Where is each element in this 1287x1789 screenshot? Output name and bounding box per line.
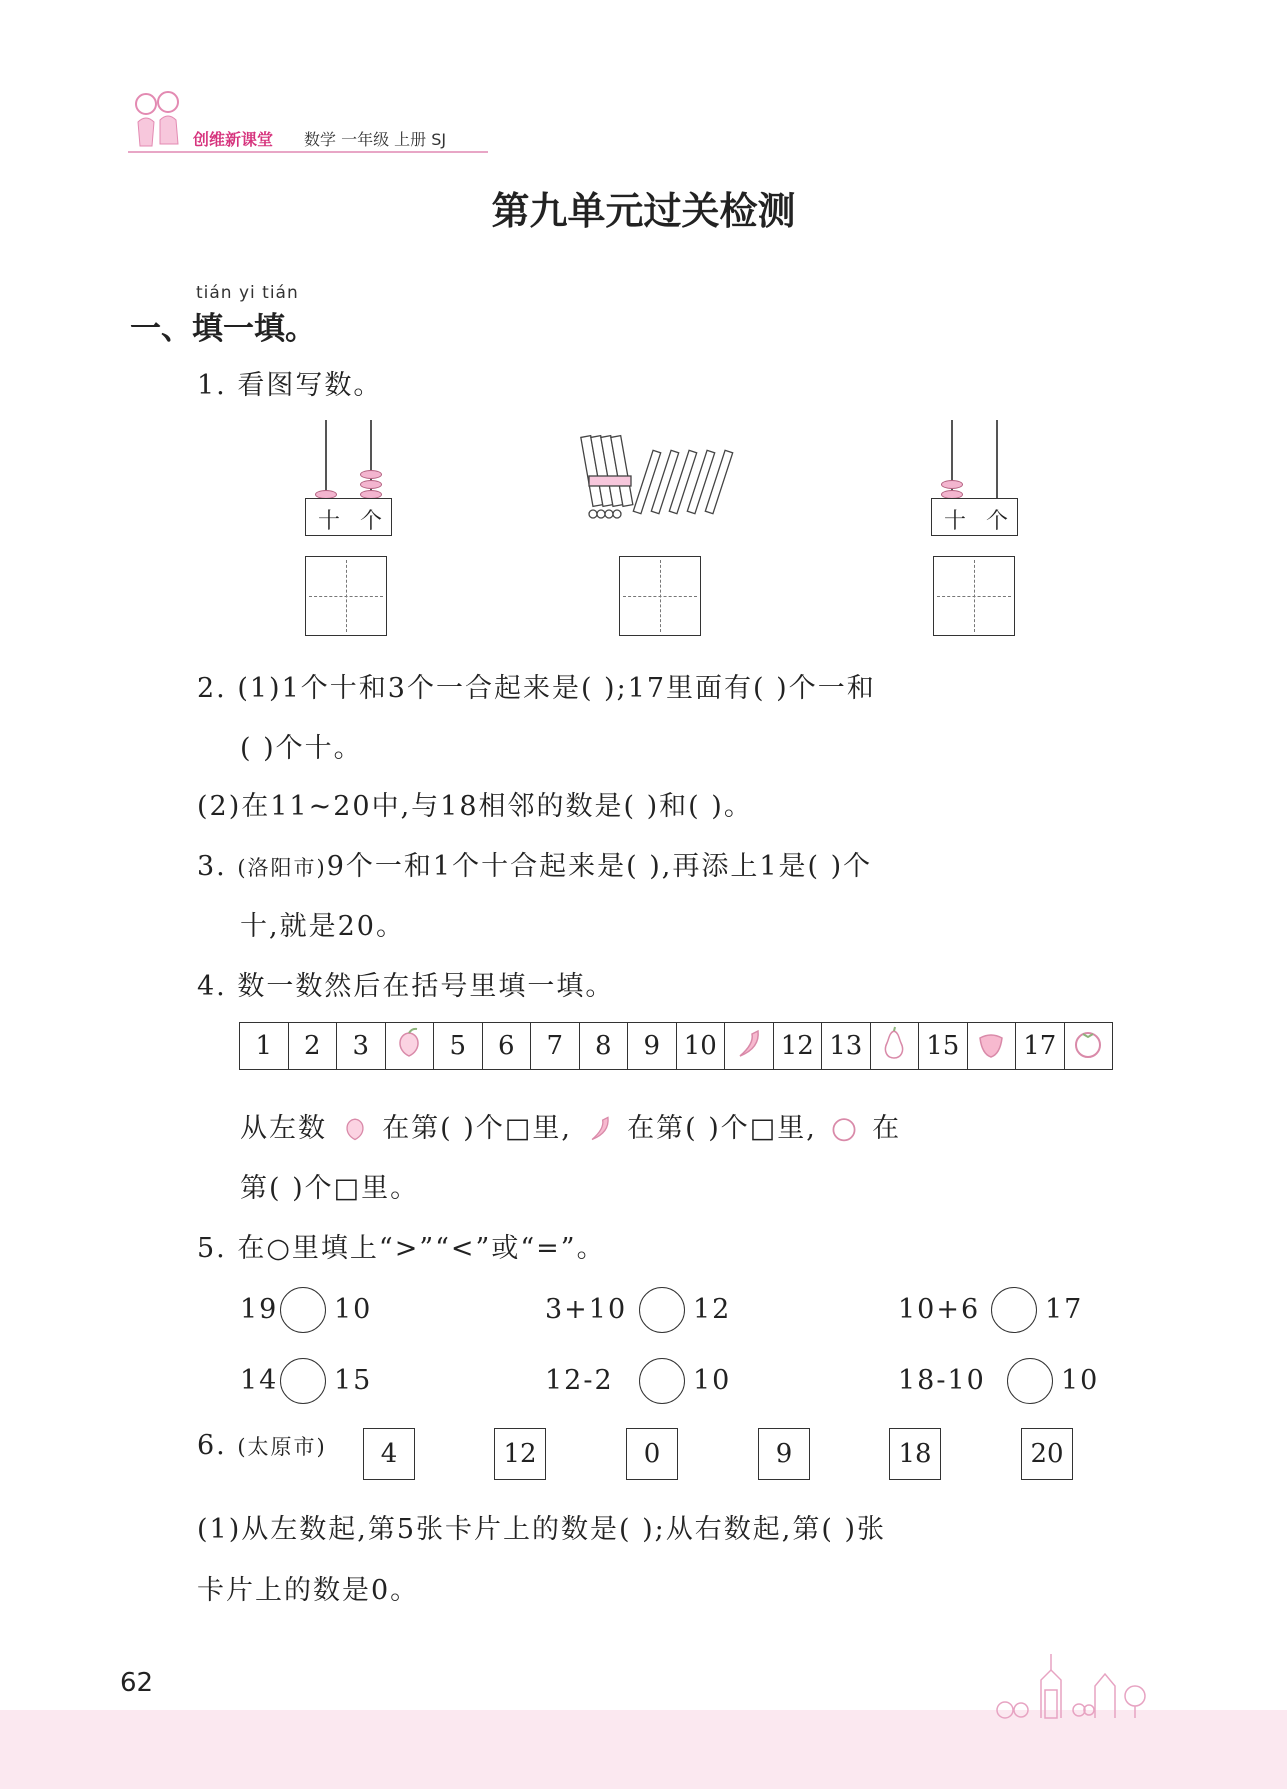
tomato-icon	[827, 1113, 861, 1143]
number-card: 12	[494, 1428, 546, 1480]
q5-right-2: 12	[693, 1294, 732, 1325]
ones-label: 个	[986, 509, 1009, 534]
peach-icon	[392, 1026, 426, 1060]
q4-at: 在	[872, 1113, 902, 1144]
q6-line1: (1)从左数起,第5张卡片上的数是( );从右数起,第( )张	[197, 1514, 886, 1545]
abacus-tens-rod	[325, 420, 327, 499]
castle-decoration-icon	[985, 1650, 1185, 1720]
compare-circle[interactable]	[280, 1358, 326, 1404]
seq-cell: 13	[822, 1023, 871, 1070]
answer-grid-2[interactable]	[619, 556, 701, 636]
section-heading: 一、填一填。	[130, 311, 316, 347]
seq-cell: 8	[579, 1023, 628, 1070]
q4-text: 4. 数一数然后在括号里填一填。	[197, 971, 615, 1002]
abacus-ones-rod	[996, 420, 998, 499]
answer-grid-3[interactable]	[933, 556, 1015, 636]
q5-right-4: 15	[334, 1365, 373, 1396]
seq-cell: 9	[628, 1023, 677, 1070]
seq-cell-pear	[870, 1023, 919, 1070]
kids-logo-icon	[126, 86, 188, 154]
q6-city: (太原市)	[237, 1435, 327, 1459]
q5-left-1: 19	[240, 1294, 279, 1325]
seq-cell-tomato	[1064, 1023, 1113, 1070]
q3-line2: 十,就是20。	[240, 911, 405, 942]
q5-left-2: 3+10	[545, 1294, 628, 1325]
section-pinyin: tián yi tián	[196, 283, 299, 303]
seq-cell: 3	[337, 1023, 386, 1070]
q4-blank-pepper: 在第( )个□里,	[627, 1113, 817, 1144]
abacus-place-labels	[931, 498, 1018, 536]
chili-pepper-icon	[732, 1026, 766, 1060]
tens-label: 十	[318, 509, 341, 534]
q2-line3: (2)在11~20中,与18相邻的数是( )和( )。	[197, 791, 753, 822]
seq-cell: 10	[676, 1023, 725, 1070]
seq-cell: 7	[531, 1023, 580, 1070]
q4-line1	[240, 1106, 901, 1145]
compare-circle[interactable]	[991, 1287, 1037, 1333]
header-divider	[128, 151, 488, 153]
peach-icon	[338, 1113, 372, 1143]
seq-cell: 17	[1016, 1023, 1065, 1070]
number-card: 18	[889, 1428, 941, 1480]
seq-cell: 1	[240, 1023, 289, 1070]
q2-line2: ( )个十。	[240, 733, 363, 764]
pear-icon	[879, 1025, 909, 1061]
q6-label	[197, 1430, 327, 1461]
book-info: 数学 一年级 上册 SJ	[304, 130, 447, 149]
compare-circle[interactable]	[280, 1287, 326, 1333]
seq-cell: 12	[773, 1023, 822, 1070]
q5-left-6: 18-10	[898, 1365, 986, 1396]
compare-circle[interactable]	[1007, 1358, 1053, 1404]
q5-left-3: 10+6	[898, 1294, 981, 1325]
q3-text: 9个一和1个十合起来是( ),再添上1是( )个	[326, 851, 873, 882]
brand-name: 创维新课堂	[193, 130, 274, 149]
q5-left-4: 14	[240, 1365, 279, 1396]
chili-pepper-icon	[583, 1113, 617, 1143]
number-card: 0	[626, 1428, 678, 1480]
abacus-place-labels	[305, 498, 392, 536]
q5-right-3: 17	[1045, 1294, 1084, 1325]
abacus-bead	[941, 480, 963, 489]
q5-right-6: 10	[1061, 1365, 1100, 1396]
number-card: 4	[363, 1428, 415, 1480]
seq-cell-peach	[385, 1023, 434, 1070]
strawberry-icon	[974, 1026, 1008, 1060]
seq-cell: 15	[919, 1023, 968, 1070]
seq-cell-pepper	[725, 1023, 774, 1070]
ones-label: 个	[360, 509, 383, 534]
abacus-bead	[360, 480, 382, 489]
number-card: 9	[758, 1428, 810, 1480]
q4-from-left: 从左数	[240, 1113, 327, 1144]
answer-grid-1[interactable]	[305, 556, 387, 636]
q4-line2: 第( )个□里。	[240, 1173, 420, 1204]
q6-number: 6.	[197, 1430, 238, 1461]
seq-cell: 6	[482, 1023, 531, 1070]
abacus-bead	[360, 470, 382, 479]
seq-cell: 2	[288, 1023, 337, 1070]
q1-text: 1. 看图写数。	[197, 370, 383, 401]
q5-right-5: 10	[693, 1365, 732, 1396]
page-number: 62	[120, 1668, 154, 1698]
q2-line1: 2. (1)1个十和3个一合起来是( );17里面有( )个一和	[197, 673, 876, 704]
tomato-icon	[1071, 1026, 1105, 1060]
q5-right-1: 10	[334, 1294, 373, 1325]
compare-circle[interactable]	[639, 1358, 685, 1404]
q3-number: 3.	[197, 851, 238, 882]
q4-blank-peach: 在第( )个□里,	[382, 1113, 572, 1144]
compare-circle[interactable]	[639, 1287, 685, 1333]
q5-text: 5. 在○里填上“>”“<”或“=”。	[197, 1233, 606, 1264]
footer-band	[0, 1710, 1287, 1789]
q3-city: (洛阳市)	[237, 856, 327, 880]
number-card: 20	[1021, 1428, 1073, 1480]
q3-line1	[197, 844, 872, 883]
counting-sticks-icon	[573, 432, 745, 524]
seq-cell-strawberry	[967, 1023, 1016, 1070]
q6-line2: 卡片上的数是0。	[197, 1575, 420, 1606]
page-title: 第九单元过关检测	[491, 189, 796, 233]
seq-cell: 5	[434, 1023, 483, 1070]
tens-label: 十	[944, 509, 967, 534]
q5-left-5: 12-2	[545, 1365, 614, 1396]
number-sequence-table	[239, 1022, 1113, 1070]
